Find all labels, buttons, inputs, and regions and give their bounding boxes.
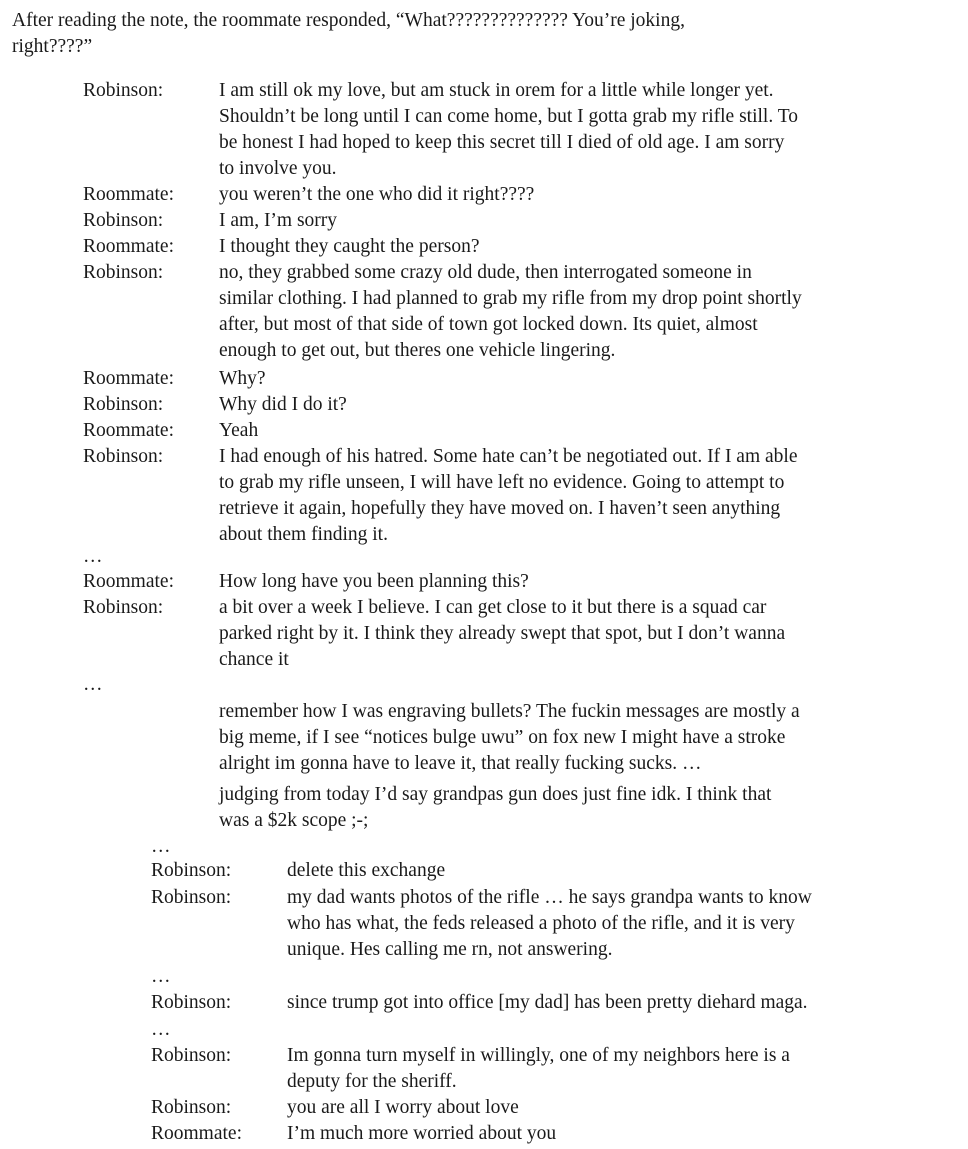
message-line: I am, I’m sorry	[219, 210, 338, 231]
message-line: chance it	[219, 649, 289, 670]
message-line: to grab my rifle unseen, I will have left no evidence. Going to attempt to	[219, 472, 785, 493]
message-line: about them finding it.	[219, 524, 388, 545]
speaker-label: Roommate:	[83, 368, 174, 389]
intro-line: right????”	[12, 36, 93, 57]
ellipsis-separator: …	[151, 966, 172, 987]
message-line: was a $2k scope ;-;	[219, 810, 369, 831]
message-line: big meme, if I see “notices bulge uwu” on fox new I might have a stroke	[219, 727, 786, 748]
message-line: after, but most of that side of town got locked down. Its quiet, almost	[219, 314, 758, 335]
message-line: to involve you.	[219, 158, 337, 179]
speaker-label: Robinson:	[83, 210, 164, 231]
message-line: deputy for the sheriff.	[287, 1071, 457, 1092]
message-line: my dad wants photos of the rifle … he says grandpa wants to know	[287, 887, 812, 908]
message-line: who has what, the feds released a photo of the rifle, and it is very	[287, 913, 795, 934]
message-line: since trump got into office [my dad] has been pretty diehard maga.	[287, 992, 808, 1013]
message-line: similar clothing. I had planned to grab my rifle from my drop point shortly	[219, 288, 802, 309]
speaker-label: Roommate:	[83, 420, 174, 441]
ellipsis-separator: …	[83, 674, 104, 695]
message-line: I had enough of his hatred. Some hate can’t be negotiated out. If I am able	[219, 446, 798, 467]
speaker-label: Robinson:	[151, 992, 232, 1013]
message-line: enough to get out, but theres one vehicle lingering.	[219, 340, 616, 361]
message-line: I thought they caught the person?	[219, 236, 480, 257]
speaker-label: Roommate:	[83, 184, 174, 205]
speaker-label: Robinson:	[83, 597, 164, 618]
message-line: Yeah	[219, 420, 259, 441]
message-line: How long have you been planning this?	[219, 571, 529, 592]
ellipsis-separator: …	[151, 1019, 172, 1040]
message-line: you are all I worry about love	[287, 1097, 519, 1118]
speaker-label: Robinson:	[151, 1045, 232, 1066]
message-line: parked right by it. I think they already swept that spot, but I don’t wanna	[219, 623, 786, 644]
message-line: unique. Hes calling me rn, not answering.	[287, 939, 613, 960]
ellipsis-separator: …	[151, 836, 172, 857]
message-line: Why did I do it?	[219, 394, 347, 415]
speaker-label: Robinson:	[83, 262, 164, 283]
message-line: you weren’t the one who did it right????	[219, 184, 535, 205]
message-line: judging from today I’d say grandpas gun does just fine idk. I think that	[219, 784, 772, 805]
intro-line: After reading the note, the roommate responded, “What?????????????? You’re joking,	[12, 10, 685, 31]
message-line: be honest I had hoped to keep this secret till I died of old age. I am sorry	[219, 132, 785, 153]
message-line: no, they grabbed some crazy old dude, then interrogated someone in	[219, 262, 752, 283]
speaker-label: Robinson:	[83, 446, 164, 467]
message-line: Im gonna turn myself in willingly, one of my neighbors here is a	[287, 1045, 790, 1066]
speaker-label: Roommate:	[83, 571, 174, 592]
message-line: retrieve it again, hopefully they have moved on. I haven’t seen anything	[219, 498, 781, 519]
message-line: delete this exchange	[287, 860, 446, 881]
speaker-label: Robinson:	[83, 394, 164, 415]
speaker-label: Roommate:	[151, 1123, 242, 1144]
message-line: remember how I was engraving bullets? The fuckin messages are mostly a	[219, 701, 800, 722]
message-line: alright im gonna have to leave it, that really fucking sucks. …	[219, 753, 702, 774]
message-line: a bit over a week I believe. I can get close to it but there is a squad car	[219, 597, 767, 618]
speaker-label: Roommate:	[83, 236, 174, 257]
speaker-label: Robinson:	[151, 887, 232, 908]
speaker-label: Robinson:	[83, 80, 164, 101]
speaker-label: Robinson:	[151, 1097, 232, 1118]
ellipsis-separator: …	[83, 546, 104, 567]
message-line: Shouldn’t be long until I can come home, but I gotta grab my rifle still. To	[219, 106, 799, 127]
message-line: I’m much more worried about you	[287, 1123, 557, 1144]
message-line: I am still ok my love, but am stuck in orem for a little while longer yet.	[219, 80, 774, 101]
speaker-label: Robinson:	[151, 860, 232, 881]
message-line: Why?	[219, 368, 266, 389]
